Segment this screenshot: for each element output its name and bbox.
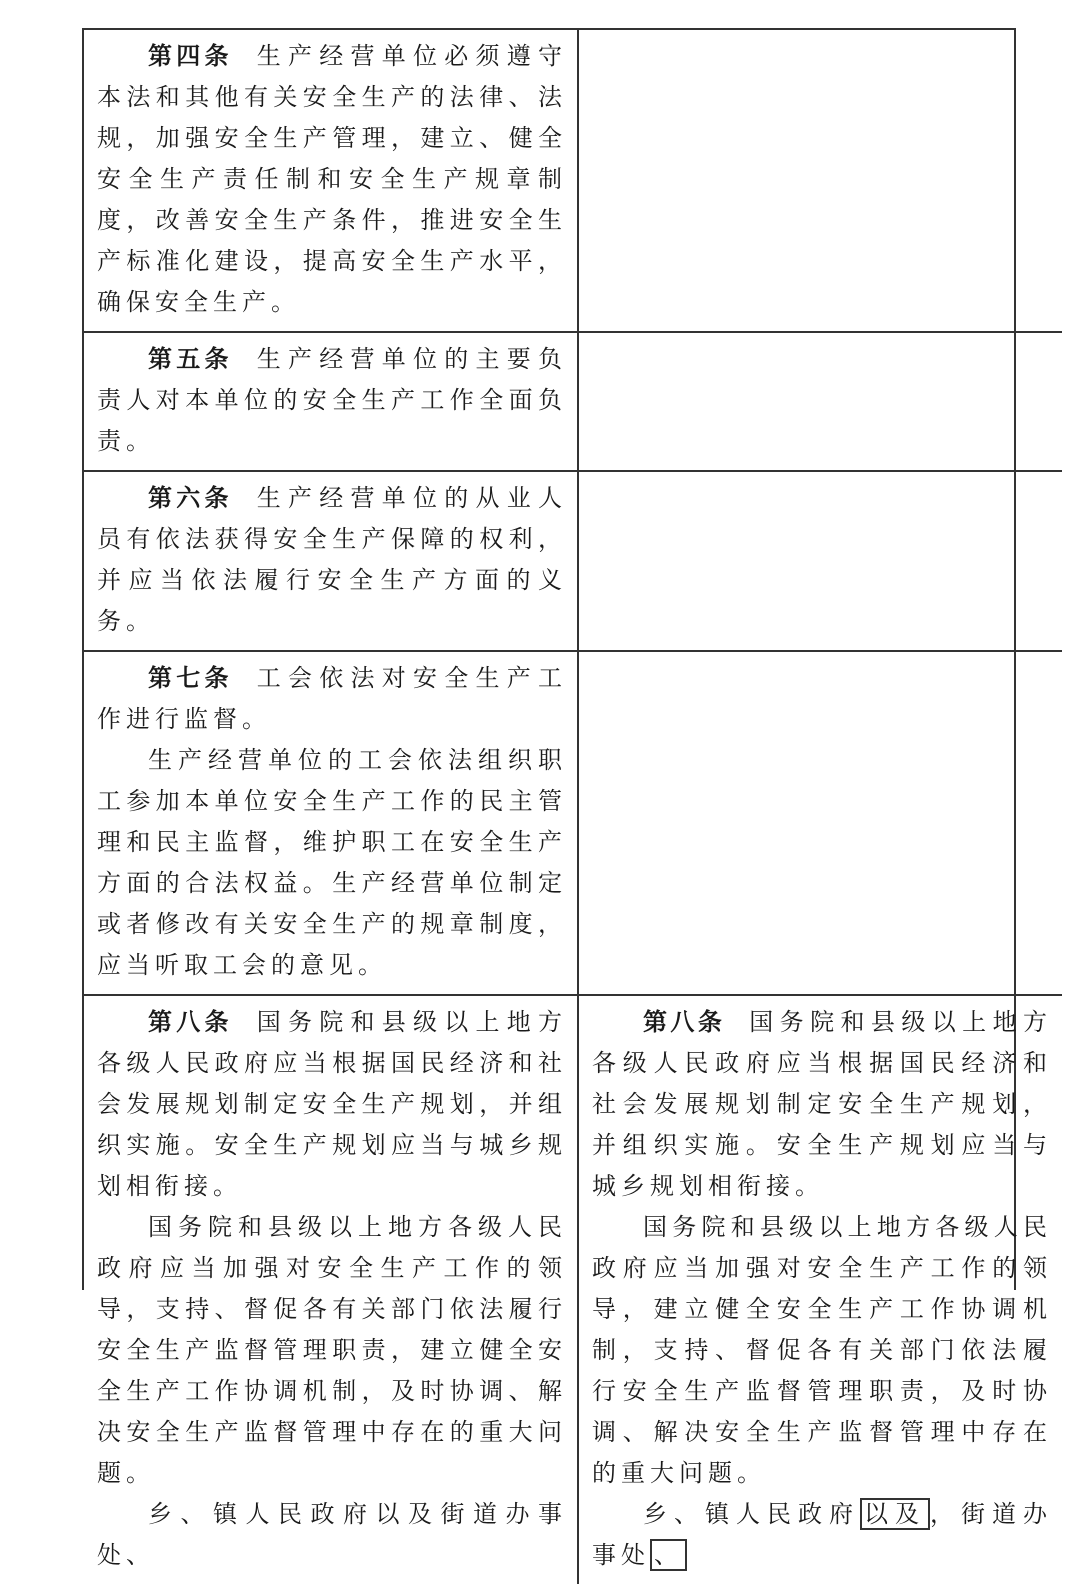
- table-row: [84, 651, 1062, 995]
- article-text: 乡、镇人民政府以及街道办事处、: [97, 1500, 567, 1569]
- revision-mark-box: 以及: [860, 1498, 930, 1530]
- paragraph: [592, 1207, 1052, 1494]
- paragraph: [97, 1494, 567, 1576]
- article-number: 第七条: [148, 664, 233, 692]
- paragraph: [592, 1002, 1052, 1207]
- article-text: 国务院和县级以上地方各级人民政府应当根据国民经济和社会发展规划制定安全生产规划，并组织实施。安全生产规划应当与城乡规划相衔接。: [592, 1008, 1052, 1200]
- article-text: 生产经营单位必须遵守本法和其他有关安全生产的法律、法规，加强安全生产管理，建立、健全安全生产责任制和安全生产规章制度，改善安全生产条件，推进安全生产标准化建设，提高安全生产水平，确保安全生产。: [97, 42, 567, 316]
- article-number: 第四条: [148, 42, 233, 70]
- article-text: 生产经营单位的主要负责人对本单位的安全生产工作全面负责。: [97, 345, 567, 455]
- article-text: 乡、镇人民政府: [643, 1500, 860, 1528]
- new-text-cell: [578, 651, 1062, 995]
- article-text: 生产经营单位的从业人员有依法获得安全生产保障的权利，并应当依法履行安全生产方面的义务。: [97, 484, 567, 635]
- article-text: 工会依法对安全生产工作进行监督。: [97, 664, 567, 733]
- article-number: 第六条: [148, 484, 233, 512]
- article-text: ，街道办事处: [592, 1500, 1052, 1569]
- paragraph: [97, 658, 567, 740]
- paragraph: [97, 36, 567, 323]
- old-text-cell: [84, 30, 578, 332]
- article-number: 第八条: [148, 1008, 233, 1036]
- paragraph: [97, 339, 567, 462]
- comparison-document: [82, 28, 1052, 1569]
- new-text-cell: [578, 30, 1062, 332]
- old-text-cell: [84, 471, 578, 651]
- old-text-cell: [84, 995, 578, 1584]
- article-text: 生产经营单位的工会依法组织职工参加本单位安全生产工作的民主管理和民主监督，维护职工在安全生产方面的合法权益。生产经营单位制定或者修改有关安全生产的规章制度，应当听取工会的意见。: [97, 746, 567, 979]
- old-text-cell: [84, 651, 578, 995]
- article-text: 国务院和县级以上地方各级人民政府应当根据国民经济和社会发展规划制定安全生产规划，并组织实施。安全生产规划应当与城乡规划相衔接。: [97, 1008, 567, 1200]
- paragraph: [592, 1494, 1052, 1576]
- table-row: [84, 30, 1062, 332]
- table-row: [84, 471, 1062, 651]
- paragraph: [97, 1207, 567, 1494]
- article-number: 第五条: [148, 345, 233, 373]
- paragraph: [97, 1002, 567, 1207]
- new-text-cell: [578, 995, 1062, 1584]
- revision-mark-box: 、: [650, 1539, 687, 1571]
- new-text-cell: [578, 332, 1062, 471]
- comparison-table: [84, 30, 1062, 1584]
- old-text-cell: [84, 332, 578, 471]
- paragraph: [97, 740, 567, 986]
- table-row: [84, 332, 1062, 471]
- paragraph: [97, 478, 567, 642]
- article-number: 第八条: [643, 1008, 726, 1036]
- article-text: 国务院和县级以上地方各级人民政府应当加强对安全生产工作的领导，建立健全安全生产工作协调机制，支持、督促各有关部门依法履行安全生产监督管理职责，及时协调、解决安全生产监督管理中存在的重大问题。: [592, 1213, 1052, 1487]
- new-text-cell: [578, 471, 1062, 651]
- table-row: [84, 995, 1062, 1584]
- article-text: 国务院和县级以上地方各级人民政府应当加强对安全生产工作的领导，支持、督促各有关部门依法履行安全生产监督管理职责，建立健全安全生产工作协调机制，及时协调、解决安全生产监督管理中存在的重大问题。: [97, 1213, 567, 1487]
